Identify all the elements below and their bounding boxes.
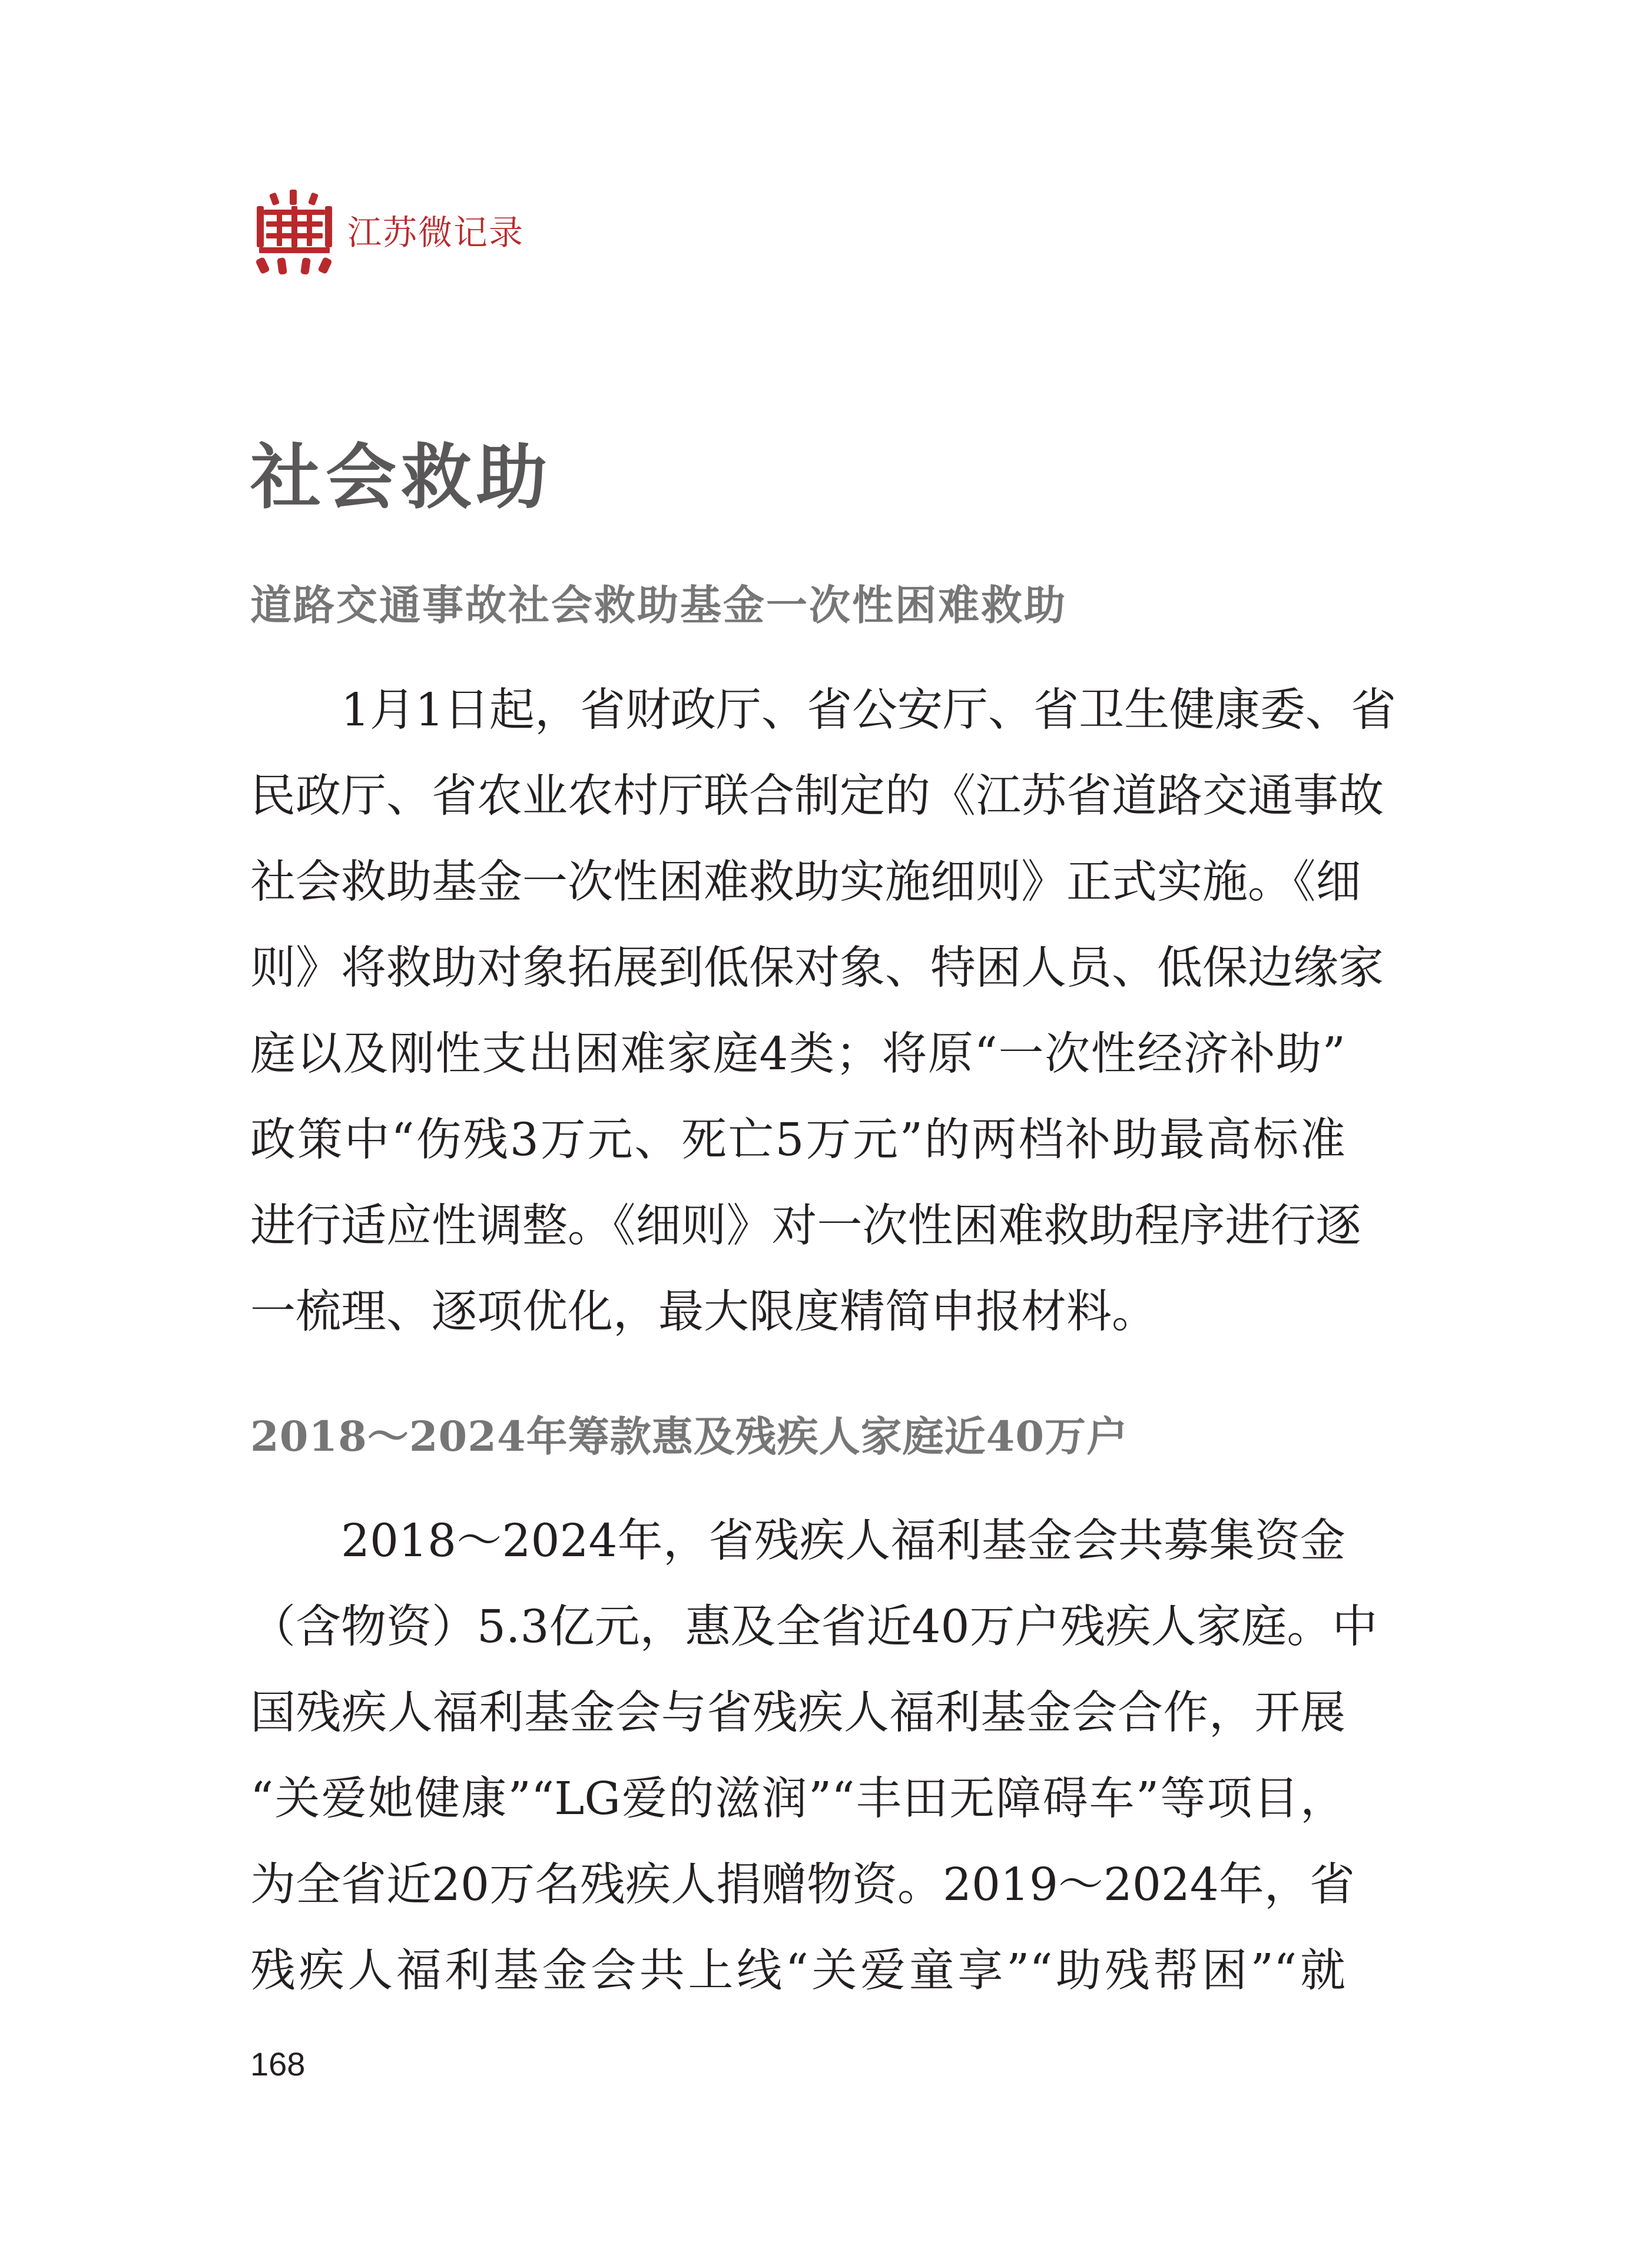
- article-heading: 2018～2024年筹款惠及残疾人家庭近40万户: [250, 1412, 1129, 1461]
- paragraph-line: “关爱她健康”“LG爱的滋润”“丰田无障碍车”等项目，: [250, 1773, 1345, 1825]
- paragraph-line: 国残疾人福利基金会与省残疾人福利基金会合作，开展: [250, 1687, 1345, 1739]
- paragraph-line: 社会救助基金一次性困难救助实施细则》正式实施。《细: [250, 856, 1361, 908]
- paragraph-line: 民政厅、省农业农村厅联合制定的《江苏省道路交通事故: [250, 770, 1384, 823]
- paragraph-line: （含物资）5.3亿元，惠及全省近40万户残疾人家庭。中: [250, 1601, 1378, 1653]
- page-number: 168: [250, 2045, 306, 2083]
- paragraph-line: 进行适应性调整。《细则》对一次性困难救助程序进行逐: [250, 1200, 1361, 1252]
- paragraph-line: 一梳理、逐项优化，最大限度精简申报材料。: [250, 1286, 1157, 1338]
- paragraph-line: 1月1日起，省财政厅、省公安厅、省卫生健康委、省: [341, 684, 1396, 737]
- page-header: [253, 188, 524, 277]
- paragraph-line: 则》将救助对象拓展到低保对象、特困人员、低保边缘家: [250, 942, 1384, 994]
- paragraph-line: 残疾人福利基金会共上线“关爱童享”“助残帮困”“就: [250, 1945, 1345, 1997]
- article-paragraph: [250, 1498, 1378, 2014]
- paragraph-line: 2018～2024年，省残疾人福利基金会共募集资金: [341, 1515, 1345, 1567]
- paragraph-line: 政策中“伤残3万元、死亡5万元”的两档补助最高标准: [250, 1114, 1345, 1166]
- paragraph-line: 为全省近20万名残疾人捐赠物资。2019～2024年，省: [250, 1859, 1355, 1911]
- article-heading: 道路交通事故社会救助基金一次性困难救助: [250, 581, 1067, 629]
- jiangsu-seal-logo-icon: [253, 188, 336, 277]
- series-title: 江苏微记录: [347, 213, 525, 253]
- article-paragraph: [250, 668, 1396, 1355]
- paragraph-line: 庭以及刚性支出困难家庭4类；将原“一次性经济补助”: [250, 1028, 1345, 1080]
- section-title: 社会救助: [250, 437, 552, 519]
